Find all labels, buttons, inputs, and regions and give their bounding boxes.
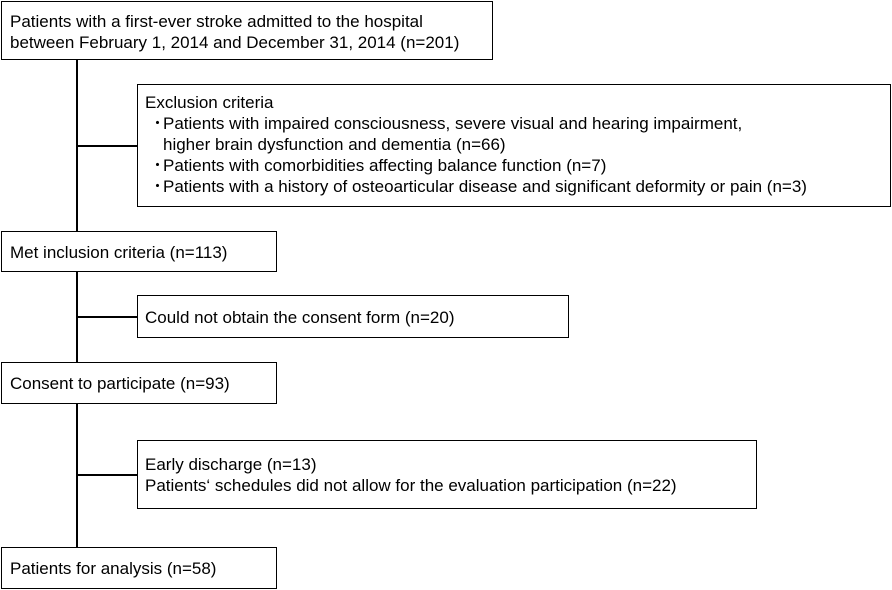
no-consent-branch-line bbox=[76, 316, 138, 318]
analysis-text: Patients for analysis (n=58) bbox=[10, 559, 217, 578]
bullet-icon: ・ bbox=[149, 177, 166, 196]
start-population-line-2: between February 1, 2014 and December 31, 2014 (n=201) bbox=[10, 33, 460, 52]
bullet-icon: ・ bbox=[149, 156, 166, 175]
inclusion-text: Met inclusion criteria (n=113) bbox=[10, 243, 228, 262]
main-flow-line bbox=[76, 60, 78, 550]
exclusion-criteria-box bbox=[137, 84, 891, 207]
no-consent-box bbox=[137, 295, 569, 338]
exclusion-item-1-line-1: Patients with impaired consciousness, severe visual and hearing impairment, bbox=[163, 114, 743, 133]
dropout-branch-line bbox=[76, 474, 138, 476]
start-population-box bbox=[1, 1, 493, 60]
dropout-box bbox=[137, 440, 757, 509]
inclusion-box bbox=[1, 231, 277, 272]
no-consent-text: Could not obtain the consent form (n=20) bbox=[145, 308, 455, 327]
consent-box bbox=[1, 362, 277, 404]
exclusion-item-2 bbox=[145, 155, 890, 176]
consent-text: Consent to participate (n=93) bbox=[10, 374, 230, 393]
exclusion-item-3 bbox=[145, 176, 890, 197]
exclusion-item-2-text: Patients with comorbidities affecting balance function (n=7) bbox=[163, 156, 607, 175]
exclusion-item-1 bbox=[145, 113, 890, 134]
start-population-line-1: Patients with a first-ever stroke admitted to the hospital bbox=[10, 12, 423, 31]
analysis-box bbox=[1, 547, 277, 589]
bullet-icon: ・ bbox=[149, 114, 166, 133]
exclusion-branch-line bbox=[76, 145, 138, 147]
exclusion-item-3-text: Patients with a history of osteoarticular disease and significant deformity or pain (n=3) bbox=[163, 177, 807, 196]
dropout-line-2: Patients‘ schedules did not allow for the evaluation participation (n=22) bbox=[145, 476, 677, 495]
dropout-line-1: Early discharge (n=13) bbox=[145, 455, 317, 474]
exclusion-criteria-title: Exclusion criteria bbox=[145, 93, 274, 112]
exclusion-item-1-line-2: higher brain dysfunction and dementia (n=66) bbox=[163, 135, 506, 154]
